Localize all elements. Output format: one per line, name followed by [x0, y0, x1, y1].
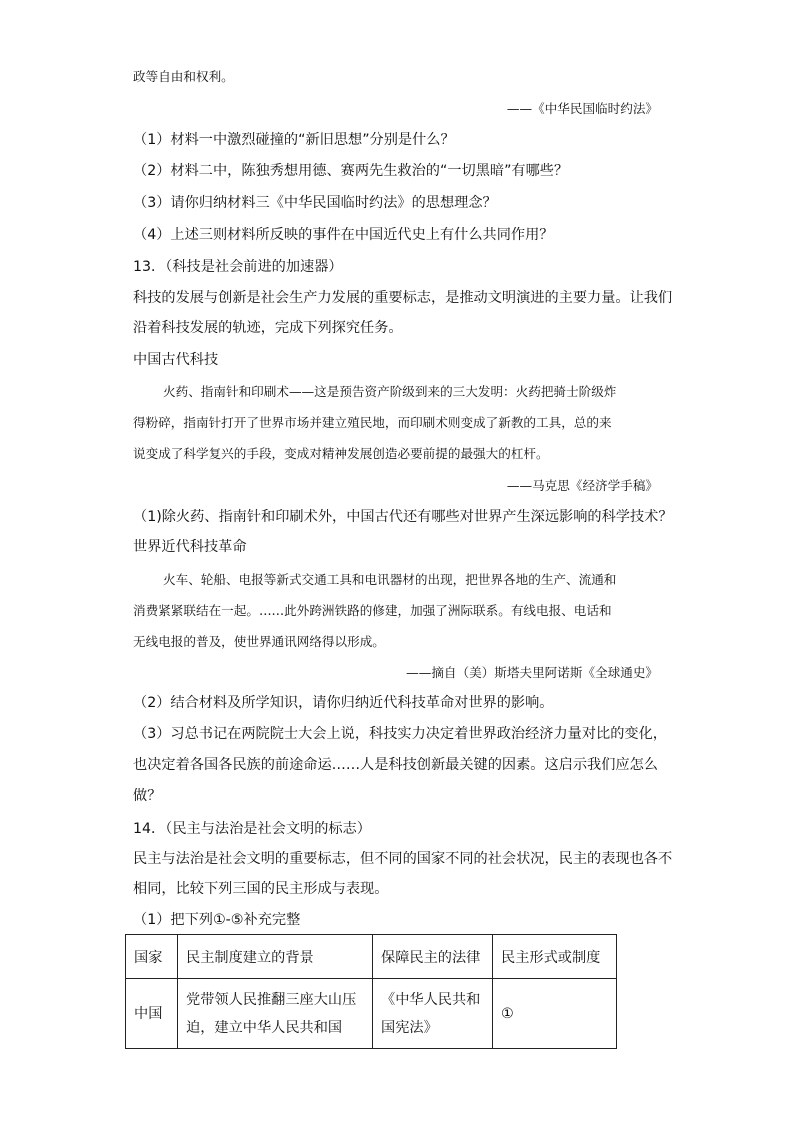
quote-text-line: 无线电报的普及，使世界通讯网络得以形成。: [133, 634, 385, 649]
quote-source: ——《中华民国临时约法》: [506, 101, 658, 116]
question-item: （2）材料二中，陈独秀想用德、赛两先生救治的“一切黑暗”有哪些？: [133, 163, 569, 179]
question-item: （1）材料一中激烈碰撞的“新旧思想”分别是什么？: [133, 132, 455, 148]
question-item: （3）习总书记在两院院士大会上说，科技实力决定着世界政治经济力量对比的变化，: [133, 726, 667, 742]
question-item: （4）上述三则材料所反映的事件在中国近代史上有什么共同作用？: [133, 227, 554, 243]
table-header-cell: 保障民主的法律: [373, 935, 493, 979]
question-title: 14．（民主与法治是社会文明的标志）: [133, 821, 371, 837]
table-header-cell: 国家: [126, 935, 178, 979]
paragraph-line: 科技的发展与创新是社会生产力发展的重要标志，是推动文明演进的主要力量。让我们: [133, 290, 673, 306]
quote-text-line: 得粉碎，指南针打开了世界市场并建立殖民地，而印刷术则变成了新教的工具，总的来: [133, 415, 612, 430]
table-header-cell: 民主形式或制度: [493, 935, 617, 979]
paragraph-line: 沿着科技发展的轨迹，完成下列探究任务。: [133, 320, 403, 336]
question-item: 也决定着各国各民族的前途命运……人是科技创新最关键的因素。这启示我们应怎么: [133, 757, 658, 773]
table-cell-background: [178, 979, 373, 1049]
question-item: （2）结合材料及所学知识，请你归纳近代科技革命对世界的影响。: [133, 695, 554, 711]
section-heading: 世界近代科技革命: [133, 539, 247, 555]
democracy-comparison-table: [125, 934, 617, 1049]
section-heading: 中国古代科技: [133, 352, 219, 368]
table-cell-law: [373, 979, 493, 1049]
question-title: 13．（科技是社会前进的加速器）: [133, 259, 343, 275]
cell-line: 《中华人民共和: [381, 991, 481, 1008]
quote-text-line: 火车、轮船、电报等新式交通工具和电讯器材的出现，把世界各地的生产、流通和: [163, 572, 617, 587]
cell-line: 党带领人民推翻三座大山压: [186, 991, 357, 1008]
paragraph-line: 民主与法治是社会文明的重要标志，但不同的国家不同的社会状况，民主的表现也各不: [133, 851, 673, 867]
quote-text-line: 火药、指南针和印刷术——这是预告资产阶级到来的三大发明：火药把骑士阶级炸: [163, 384, 617, 399]
table-header-row: [126, 935, 617, 979]
quote-text-line: 说变成了科学复兴的手段，变成对精神发展创造必要前提的最强大的杠杆。: [133, 446, 549, 461]
table-row: [126, 979, 617, 1049]
question-item: （1)除火药、指南针和印刷术外，中国古代还有哪些对世界产生深远影响的科学技术？: [133, 509, 673, 525]
quote-source: ——摘自（美）斯塔夫里阿诺斯《全球通史》: [406, 665, 658, 680]
question-item: 做？: [133, 788, 162, 804]
table-header-cell: 民主制度建立的背景: [178, 935, 373, 979]
cell-line: 迫，建立中华人民共和国: [186, 1019, 343, 1036]
quote-text-line: 消费紧紧联结在一起。……此外跨洲铁路的修建，加强了洲际联系。有线电报、电话和: [133, 603, 612, 618]
quote-text-line: 政等自由和权利。: [133, 69, 234, 84]
cell-line: 国宪法》: [381, 1019, 438, 1036]
question-item: （3）请你归纳材料三《中华民国临时约法》的思想理念？: [133, 195, 497, 211]
table-cell-form: ①: [493, 979, 617, 1049]
question-item: （1）把下列①-⑤补充完整: [133, 912, 301, 928]
paragraph-line: 相同，比较下列三国的民主形成与表现。: [133, 881, 389, 897]
table-cell-country: 中国: [126, 979, 178, 1049]
quote-source: ——马克思《经济学手稿》: [506, 478, 658, 493]
